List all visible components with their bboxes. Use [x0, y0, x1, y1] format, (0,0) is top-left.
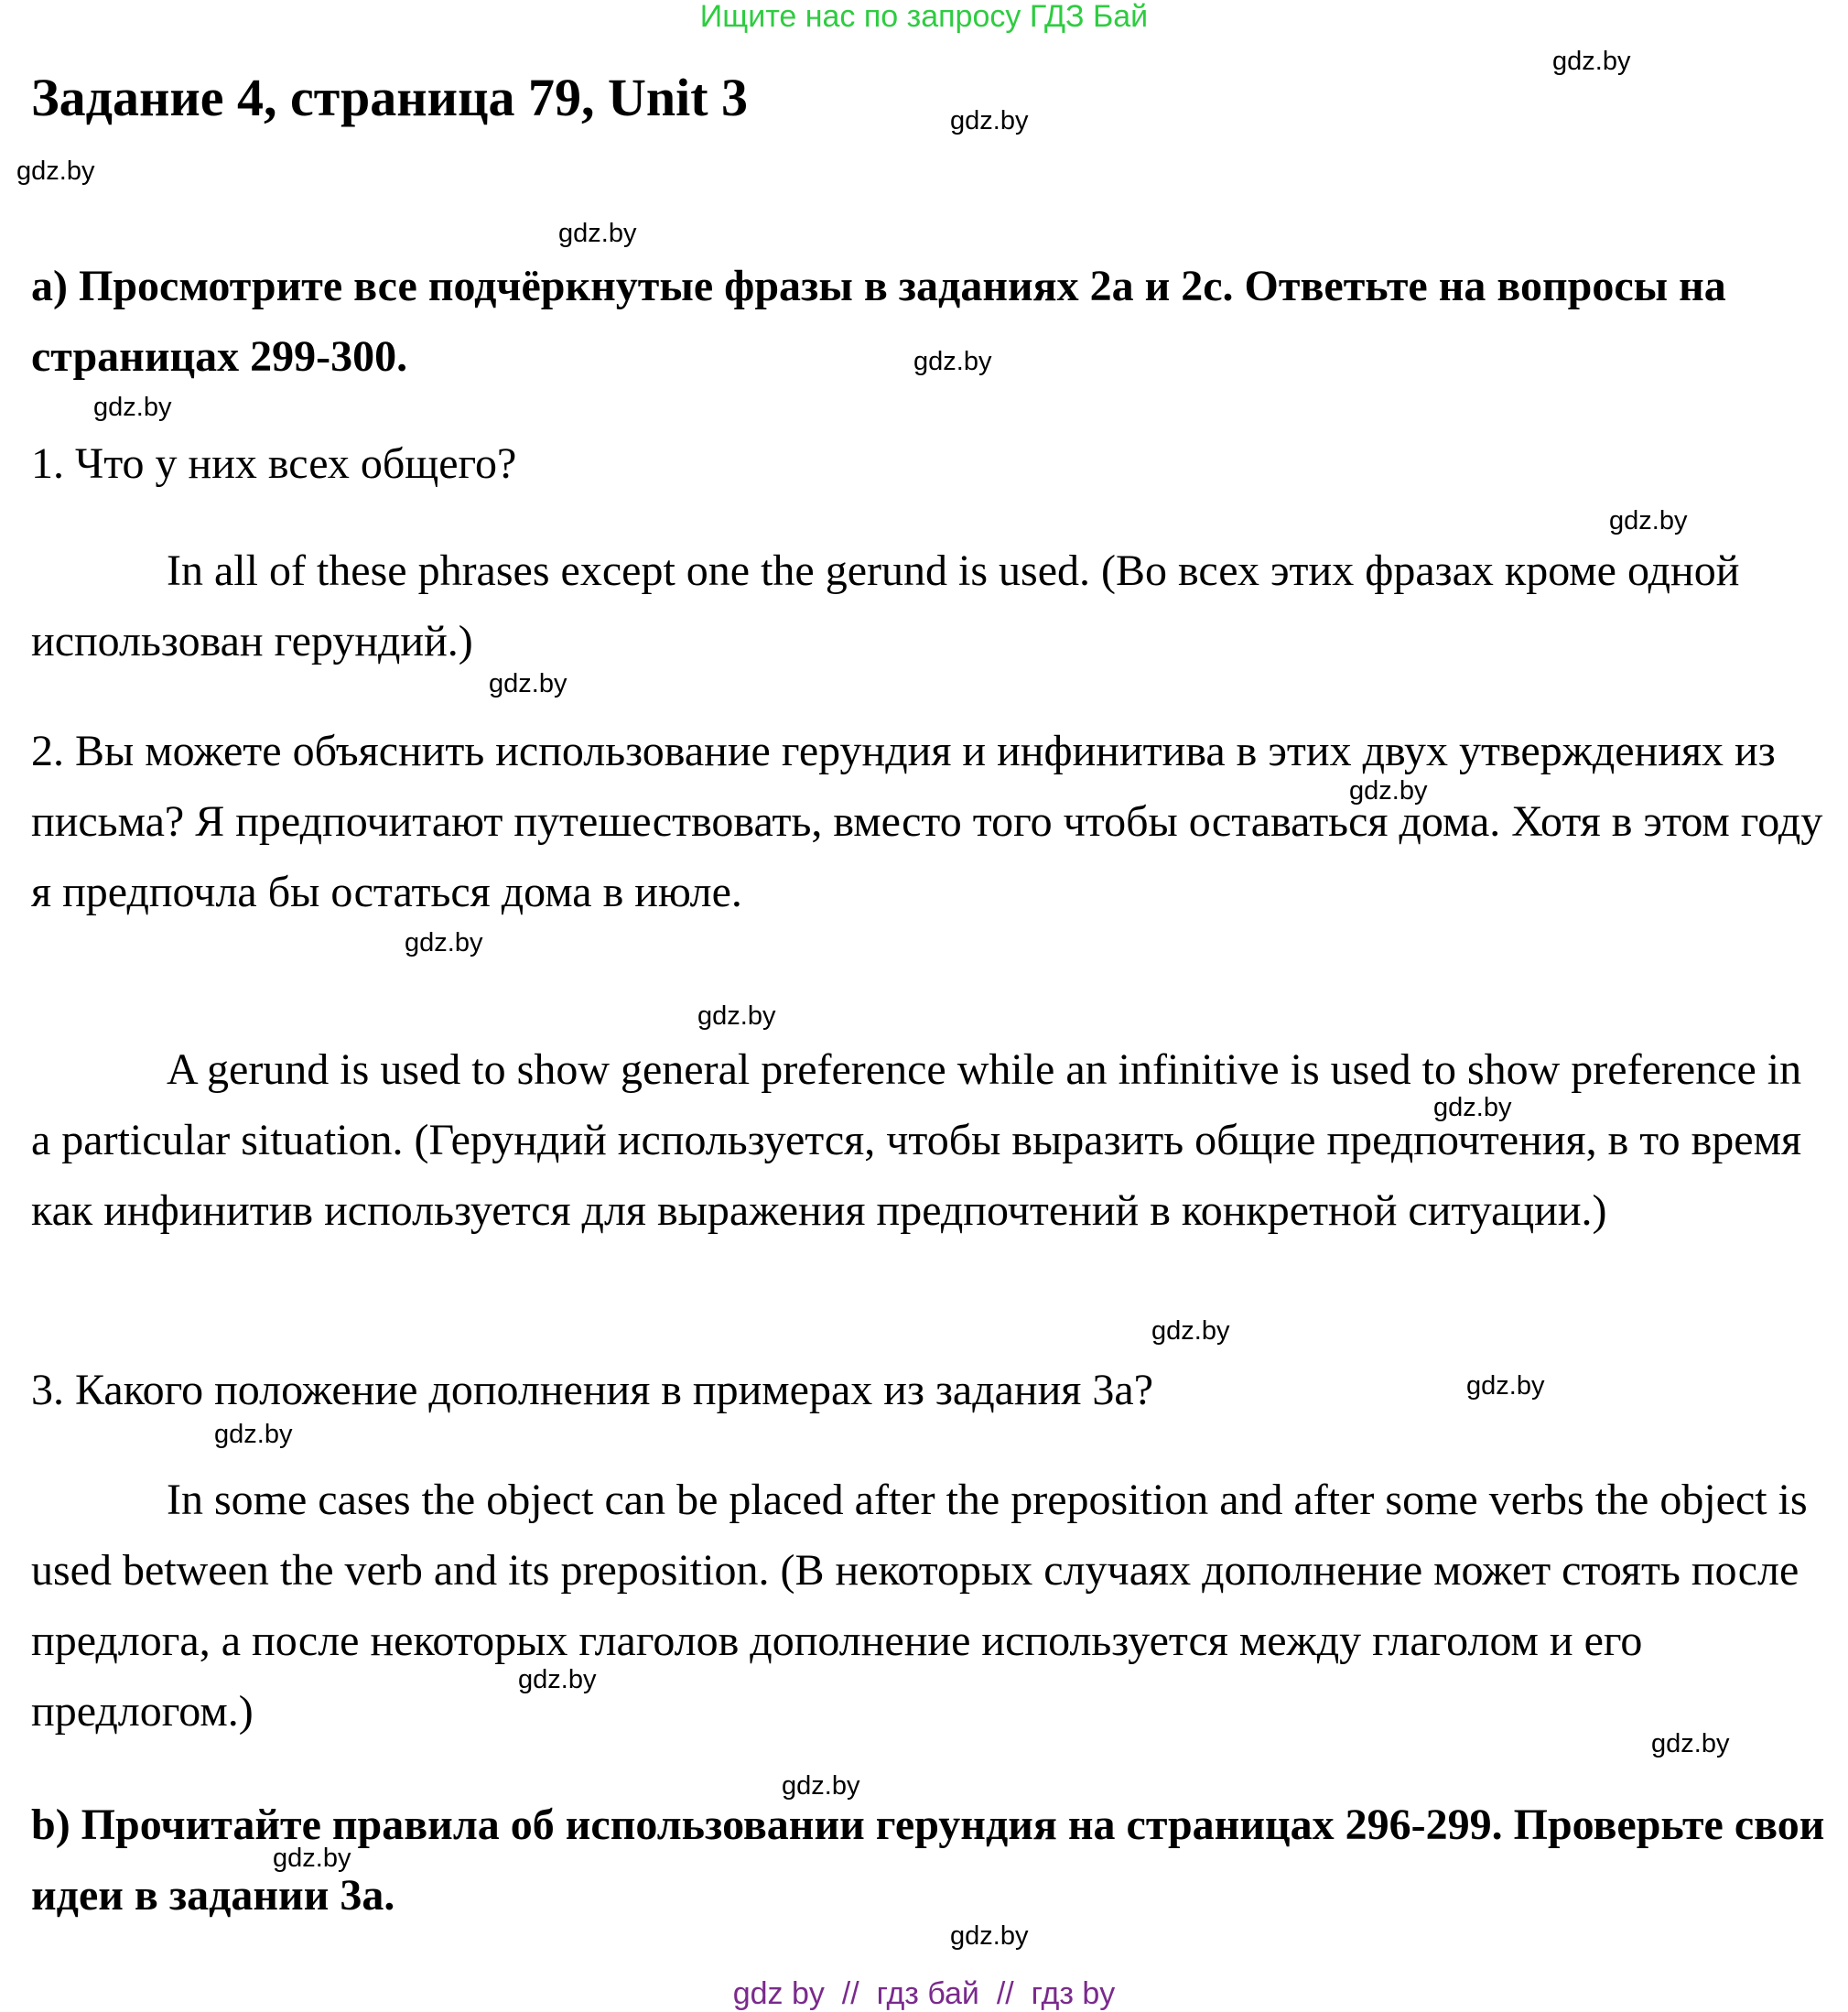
watermark: gdz.by [950, 106, 1029, 135]
watermark: gdz.by [1349, 776, 1428, 806]
task-b-heading: b) Прочитайте правила об использовании герундия на страницах 296-299. Проверьте свои идеи в задании 3a. [31, 1801, 1825, 1920]
watermark: gdz.by [518, 1665, 597, 1694]
watermark: gdz.by [214, 1420, 293, 1449]
footer-watermark: gdz by // гдз бай // гдз by [732, 1976, 1116, 2011]
watermark: gdz.by [405, 928, 483, 957]
watermark: gdz.by [558, 219, 637, 248]
watermark: gdz.by [93, 393, 172, 422]
question-2: 2. Вы можете объяснить использование герундия и инфинитива в этих двух утверждениях из письма? Я предпочитают путешествовать, вместо того чтобы оставаться дома. Хотя в этом году я предпочла бы остаться дома в июле. [31, 727, 1823, 916]
watermark: gdz.by [1609, 506, 1688, 535]
watermark: gdz.by [782, 1771, 860, 1801]
answer-1: In all of these phrases except one the gerund is used. (Во всех этих фразах кроме одной использован герундий.) [31, 546, 1740, 665]
watermark: gdz.by [1151, 1316, 1230, 1346]
watermark: gdz.by [1466, 1371, 1545, 1401]
watermark: gdz.by [1552, 47, 1631, 76]
watermark: gdz.by [489, 669, 567, 698]
answer-2: A gerund is used to show general preference while an infinitive is used to show preference in a particular situation. (Герундий используется, чтобы выразить общие предпочтения, в то время как инфинитив используется для выражения предпочтений в конкретной ситуации.) [31, 1045, 1802, 1235]
page-title: Задание 4, страница 79, Unit 3 [31, 68, 749, 127]
watermark: gdz.by [950, 1921, 1029, 1951]
watermark: gdz.by [697, 1001, 776, 1031]
question-3: 3. Какого положение дополнения в примерах из задания 3a? [31, 1366, 1153, 1414]
search-banner: Ищите нас по запросу ГДЗ Бай [699, 0, 1149, 34]
task-a-heading: a) Просмотрите все подчёркнутые фразы в заданиях 2a и 2c. Ответьте на вопросы на страницах 299-300. [31, 262, 1726, 381]
answer-3: In some cases the object can be placed after the preposition and after some verbs the object is used between the verb and its preposition. (В некоторых случаях дополнение может стоять после предлога, а после некоторых глаголов дополнение используется между глаголом и его предлогом.) [31, 1476, 1808, 1736]
watermark: gdz.by [913, 347, 992, 376]
watermark: gdz.by [16, 157, 95, 186]
watermark: gdz.by [1433, 1093, 1512, 1122]
watermark: gdz.by [1651, 1729, 1730, 1758]
watermark: gdz.by [273, 1844, 351, 1873]
question-1: 1. Что у них всех общего? [31, 439, 517, 488]
